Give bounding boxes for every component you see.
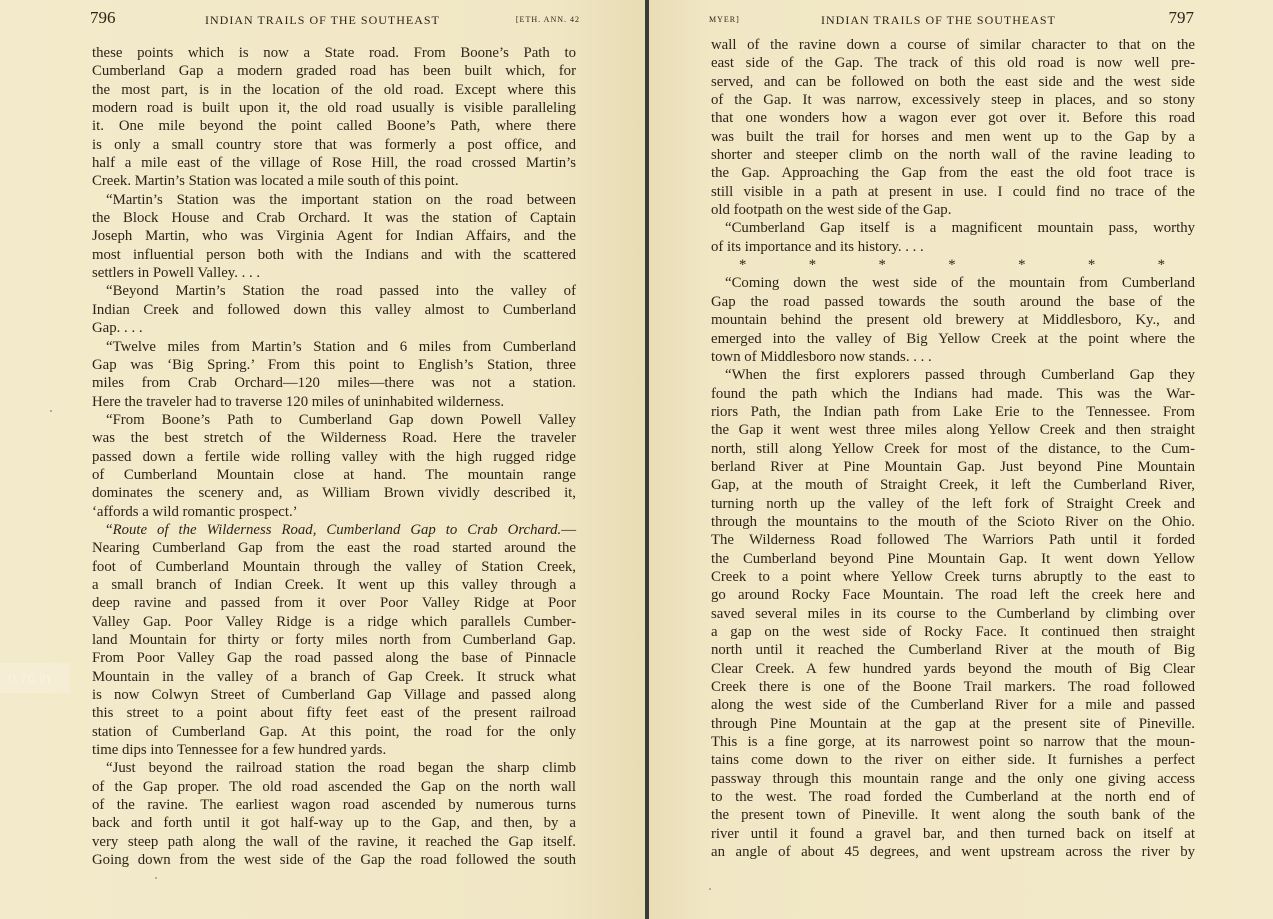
text-line: old footpath on the west side of the Gap. [711,202,952,219]
star-glyph: * [948,257,956,274]
text-line: passed down a fertile wide rolling valley with the high rugged ridge [92,448,576,465]
right-page-number: 797 [1168,8,1194,27]
text-line: Gap was ‘Big Spring.’ From this point to English’s Station, three [92,356,576,373]
text-line: of the ravine. The earliest wagon road ascended by numerous turns [92,797,576,814]
text-line: through the mountains to the mouth of the Scioto River on the Ohio. [711,513,1195,530]
text-line: back and forth until it got half-way up to the Gap, and then, by a [92,815,576,832]
text-line: north until it reached the Cumberland River at the mouth of Big [711,642,1195,659]
text-line: shorter and steeper climb on the north wall of the ravine leading to [711,147,1195,164]
text-line: emerged into the valley of Big Yellow Creek at the point where the [711,330,1195,347]
left-page-text [92,44,576,869]
text-line: of Cumberland Mountain close at hand. The mountain range [92,466,576,483]
left-running-title: INDIAN TRAILS OF THE SOUTHEAST [205,13,440,27]
section-break-stars [711,256,1195,274]
text-line: half a mile east of the village of Rose Hill, the road crossed Martin’s [92,155,576,172]
text-line: an angle of about 45 degrees, and went upstream across the river by [711,844,1195,861]
text-line: Joseph Martin, who was Virginia Agent for Indian Affairs, and the [92,228,576,245]
text-line: “When the first explorers passed through Cumberland Gap they [725,367,1195,384]
star-glyph: * [808,257,817,274]
text-line: From Poor Valley Gap the road passed along the base of Pinnacle [92,650,576,667]
text-line: north, still along Yellow Creek for most of the distance, to the Cum- [711,440,1195,457]
text-line: east side of the Gap. The track of this old road is now well pre- [711,55,1195,72]
text-line: “Just beyond the railroad station the road began the sharp climb [106,760,576,777]
text-line: berland River at Pine Mountain Gap. Just beyond Pine Mountain [711,458,1195,475]
text-line: Creek. Martin’s Station was located a mile south of this point. [92,173,459,190]
text-line: mountain behind the present old brewery at Middlesboro, Ky., and [711,312,1195,329]
text-line: Going down from the west side of the Gap the road followed the south [92,852,576,869]
text-line: Here the traveler had to traverse 120 miles of uninhabited wilderness. [92,393,505,410]
text-line: it. One mile beyond the point called Boone’s Path, where there [92,118,576,135]
right-page-text [711,36,1195,861]
text-line: turning north up the valley of the left fork of Straight Creek and [711,495,1195,512]
text-line: saved several miles in its course to the Cumberland by climbing over [711,605,1195,622]
text-line: deep ravine and passed from it over Poor Valley Ridge at Poor [92,595,576,612]
text-line: Valley Gap. Poor Valley Ridge is a ridge which parallels Cumber- [92,613,576,630]
text-line: Gap. . . . [92,320,143,337]
scan-speck [155,877,157,879]
text-line: “Martin’s Station was the important station on the road between [106,191,576,208]
text-line: station of Cumberland Gap. At this point, the road for the only [92,723,576,740]
text-line: very steep path along the wall of the ravine, it reached the Gap itself. [92,833,576,850]
text-line: foot of Cumberland Mountain through the valley of Station Creek, [92,558,576,575]
text-line: Indian Creek and followed down this valley almost to Cumberland [92,301,576,318]
text-line: settlers in Powell Valley. . . . [92,265,261,282]
text-line: most influential person both with the Indians and with the scattered [92,246,576,263]
text-line: Gap, at the mouth of Straight Creek, it left the Cumberland River, [711,477,1195,494]
right-running-title: INDIAN TRAILS OF THE SOUTHEAST [821,13,1056,27]
text-line: Gap the road passed towards the south around the base of the [711,293,1195,310]
text-line: Mountain in the valley of a branch of Gap Creek. It struck what [92,668,576,685]
text-line: “Coming down the west side of the mountain from Cumberland [725,275,1195,292]
text-line: the most part, is in the location of the old road. Except where this [92,81,576,98]
text-line: along the west side of the Cumberland River for a mile and passed [711,697,1195,714]
text-line: the Cumberland beyond Pine Mountain Gap. It went down Yellow [711,550,1195,567]
text-line: “Beyond Martin’s Station the road passed into the valley of [106,283,576,300]
text-line: town of Middlesboro now stands. . . . [711,348,932,365]
text-line: miles from Crab Orchard—120 miles—there was not a station. [92,375,576,392]
text-line: time dips into Tennessee for a few hundred yards. [92,742,387,759]
text-line: ‘affords a wild romantic prospect.’ [92,503,298,520]
text-line: tains come down to the river on either side. It furnishes a perfect [711,752,1195,769]
text-line: Creek to a point where Yellow Creek turns abruptly to the east to [711,568,1195,585]
text-line: river until it found a gravel bar, and then turned back on itself at [711,825,1195,842]
star-glyph: * [739,257,747,274]
text-line: was built the trail for horses and men went up to the Gap by a [711,128,1195,145]
star-glyph: * [1087,257,1096,274]
text-line: passway through this mountain range and the only one giving access [711,770,1195,787]
left-running-head [90,8,580,32]
text-line: the Gap it went west three miles along Yellow Creek and then straight [711,422,1195,439]
text-line: the Gap. Approaching the Gap from the east the old foot trace is [711,165,1195,182]
text-line: through Pine Mountain at the gap at the present site of Pineville. [711,715,1195,732]
left-page-number: 796 [90,8,116,27]
text-line: land Mountain for thirty or forty miles north from Cumberland Gap. [92,632,576,648]
text-line: modern road is built upon it, the old road usually is visible paralleling [92,100,576,117]
text-line: was the best stretch of the Wilderness Road. Here the traveler [92,430,576,447]
text-line: wall of the ravine down a course of similar character to that on the [711,37,1195,53]
text-line: the present town of Pineville. It went along the south bank of the [711,807,1195,824]
text-line: Cumberland Gap a modern graded road has been built which, for [92,63,576,80]
text-line: “Route of the Wilderness Road, Cumberland Gap to Crab Orchard.— [106,521,576,538]
text-line: Clear Creek. A few hundred yards beyond the mouth of Big Clear [711,660,1195,677]
text-line: Nearing Cumberland Gap from the east the road started around the [92,540,576,557]
text-line: found the path which the Indians had made. This was the War- [711,385,1195,402]
text-line: a small branch of Indian Creek. It went up this valley through a [92,576,576,593]
text-line: served, and can be followed on both the east side and the west side [711,73,1195,90]
star-glyph: * [878,257,886,274]
text-line: is only a small country store that was formerly a post office, and [92,136,576,153]
text-line: “Twelve miles from Martin’s Station and 6 miles from Cumberland [106,338,576,355]
text-line: This is a fine gorge, at its narrowest point so narrow that the moun- [711,734,1195,751]
scan-speck [709,888,711,890]
text-line: riors Path, the Indian path from Lake Erie to the Tennessee. From [711,403,1195,420]
right-page [649,0,1273,919]
text-line: of the Gap proper. The old road ascended the Gap on the north wall [92,778,576,795]
text-line: Creek there is one of the Boone Trail markers. The road followed [711,679,1195,696]
right-running-note: MYER] [709,15,740,24]
right-running-head [709,8,1194,32]
text-line: is now Colwyn Street of Cumberland Gap Village and passed along [92,687,576,704]
left-running-note: [ETH. ANN. 42 [515,15,580,24]
text-line: go around Rocky Face Mountain. The road left the creek here and [711,587,1195,604]
text-line: the Block House and Crab Orchard. It was the station of Captain [92,210,576,227]
text-line: that one wonders how a wagon ever got over it. Before this road [711,110,1195,127]
text-line: dominates the scenery and, as William Brown vividly described it, [92,485,576,502]
text-line: these points which is now a State road. From Boone’s Path to [92,45,576,61]
side-tab[interactable]: 0.76 in [0,663,70,693]
scan-speck [50,410,52,412]
star-glyph: * [1018,257,1026,274]
text-line: “From Boone’s Path to Cumberland Gap down Powell Valley [106,411,576,428]
text-line: “Cumberland Gap itself is a magnificent mountain pass, worthy [725,220,1195,237]
text-line: of its importance and its history. . . . [711,238,924,255]
text-line: The Wilderness Road followed The Warriors Path until it forded [711,532,1195,549]
route-heading-italic: Route of the Wilderness Road, Cumberland Gap to Crab Orchard. [112,521,562,538]
star-glyph: * [1157,257,1165,274]
text-line: a gap on the west side of Rocky Face. It continued then straight [711,624,1195,640]
text-line: this street to a point about fifty feet east of the present railroad [92,705,576,722]
text-line: still visible in a path at present in use. I could find no trace of the [711,183,1195,200]
text-line: to the west. The road forded the Cumberland at the north end of [711,789,1195,806]
text-line: of the Gap. It was narrow, excessively steep in places, and so stony [711,92,1195,109]
